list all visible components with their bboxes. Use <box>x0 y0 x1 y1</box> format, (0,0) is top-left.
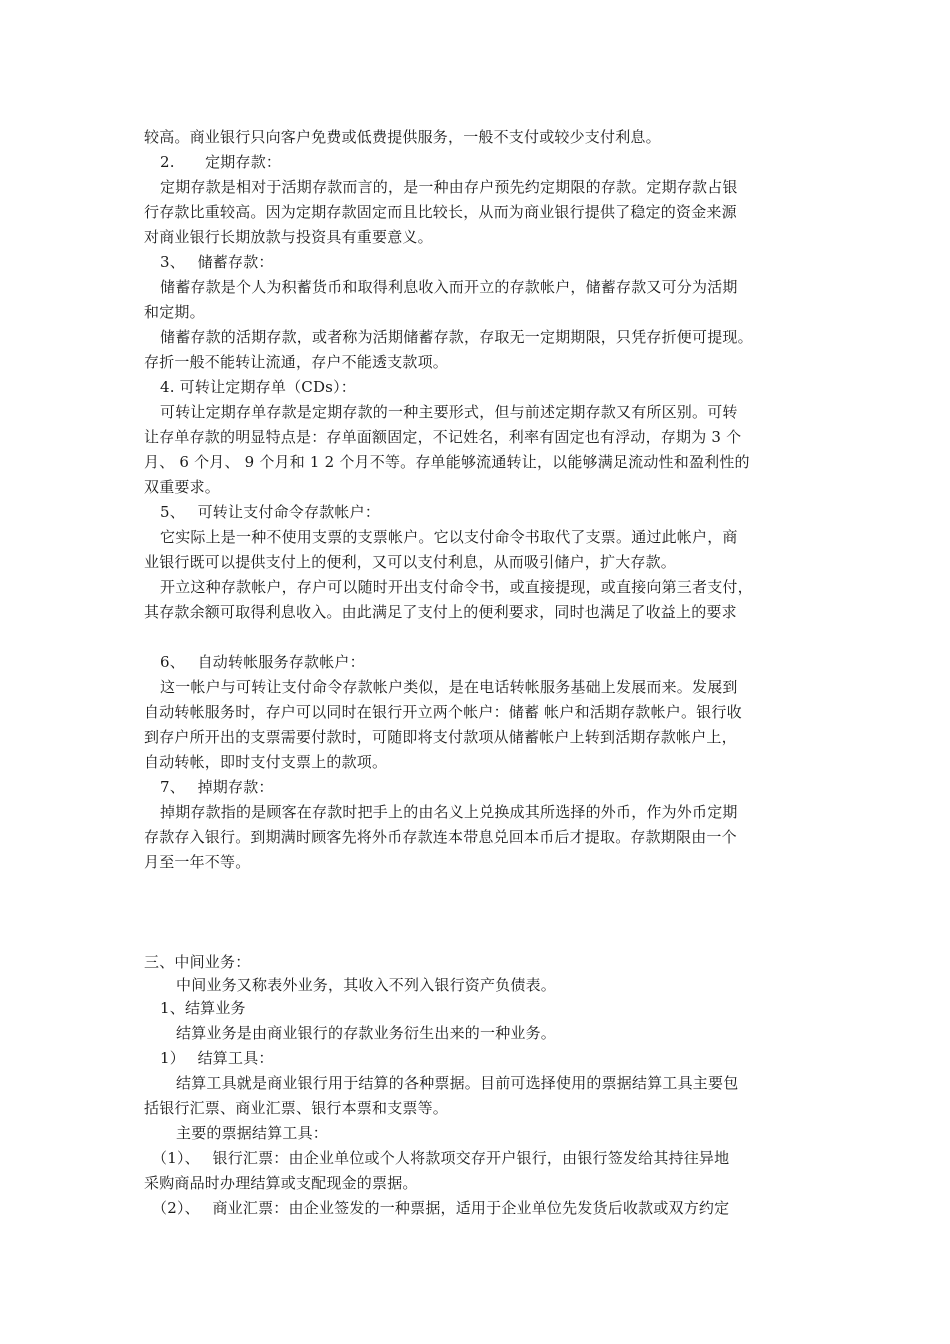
text-line: 这一帐户与可转让支付命令存款帐户类似，是在电话转帐服务基础上发展而来。发展到 <box>160 678 738 696</box>
text-line: 结算工具就是商业银行用于结算的各种票据。目前可选择使用的票据结算工具主要包 <box>176 1074 739 1092</box>
section-heading: 7、 掉期存款： <box>160 778 274 796</box>
section-heading: 6、 自动转帐服务存款帐户： <box>160 653 365 671</box>
text-line: 行存款比重较高。因为定期存款固定而且比较长，从而为商业银行提供了稳定的资金来源 <box>144 203 737 221</box>
section-heading: 5、 可转让支付命令存款帐户： <box>160 503 381 521</box>
list-item: （1）、 银行汇票：由企业单位或个人将款项交存开户银行，由银行签发给其持往异地 <box>152 1149 730 1167</box>
section-heading: 2. 定期存款： <box>160 153 282 171</box>
text-line: 主要的票据结算工具： <box>176 1124 329 1142</box>
list-item: （2）、 商业汇票：由企业签发的一种票据，适用于企业单位先发货后收款或双方约定 <box>152 1199 730 1217</box>
text-line: 和定期。 <box>144 303 205 321</box>
section-heading: 1、结算业务 <box>160 999 246 1017</box>
text-line: 结算业务是由商业银行的存款业务衍生出来的一种业务。 <box>176 1024 557 1042</box>
text-line: 对商业银行长期放款与投资具有重要意义。 <box>144 228 433 246</box>
text-line: 业银行既可以提供支付上的便利，又可以支付利息，从而吸引储户，扩大存款。 <box>144 553 677 571</box>
text-line: 让存单存款的明显特点是：存单面额固定，不记姓名，利率有固定也有浮动，存期为 3 个 <box>144 428 742 446</box>
text-line: 采购商品时办理结算或支配现金的票据。 <box>144 1174 418 1192</box>
text-line: 储蓄存款的活期存款，或者称为活期储蓄存款，存取无一定期期限，只凭存折便可提现。 <box>160 328 753 346</box>
text-line: 月至一年不等。 <box>144 853 251 871</box>
text-line: 到存户所开出的支票需要付款时，可随即将支付款项从储蓄帐户上转到活期存款帐户上， <box>144 728 737 746</box>
text-line: 储蓄存款是个人为积蓄货币和取得利息收入而开立的存款帐户，储蓄存款又可分为活期 <box>160 278 738 296</box>
text-line: 其存款余额可取得利息收入。由此满足了支付上的便利要求，同时也满足了收益上的要求 <box>144 603 737 621</box>
text-line: 存折一般不能转让流通，存户不能透支款项。 <box>144 353 449 371</box>
text-line: 双重要求。 <box>144 478 221 496</box>
text-line: 开立这种存款帐户，存户可以随时开出支付命令书，或直接提现，或直接向第三者支付， <box>160 578 753 596</box>
text-line: 较高。商业银行只向客户免费或低费提供服务，一般不支付或较少支付利息。 <box>144 128 661 146</box>
text-line: 它实际上是一种不使用支票的支票帐户。它以支付命令书取代了支票。通过此帐户，商 <box>160 528 738 546</box>
text-line: 存款存入银行。到期满时顾客先将外币存款连本带息兑回本币后才提取。存款期限由一个 <box>144 828 737 846</box>
text-line: 掉期存款指的是顾客在存款时把手上的由名义上兑换成其所选择的外币，作为外币定期 <box>160 803 738 821</box>
section-heading: 4. 可转让定期存单（CDs）： <box>160 378 356 396</box>
chapter-heading: 三、中间业务： <box>144 953 251 971</box>
text-line: 中间业务又称表外业务，其收入不列入银行资产负债表。 <box>176 976 557 994</box>
text-line: 自动转帐，即时支付支票上的款项。 <box>144 753 388 771</box>
section-heading: 1） 结算工具： <box>160 1049 274 1067</box>
text-line: 自动转帐服务时，存户可以同时在银行开立两个帐户：储蓄 帐户和活期存款帐户。银行收 <box>144 703 742 721</box>
section-heading: 3、 储蓄存款： <box>160 253 274 271</box>
text-line: 可转让定期存单存款是定期存款的一种主要形式，但与前述定期存款又有所区别。可转 <box>160 403 738 421</box>
text-line: 括银行汇票、商业汇票、银行本票和支票等。 <box>144 1099 449 1117</box>
text-line: 月、 6 个月、 9 个月和 1 2 个月不等。存单能够流通转让，以能够满足流动性和盈利性的 <box>144 453 750 471</box>
text-line: 定期存款是相对于活期存款而言的，是一种由存户预先约定期限的存款。定期存款占银 <box>160 178 738 196</box>
